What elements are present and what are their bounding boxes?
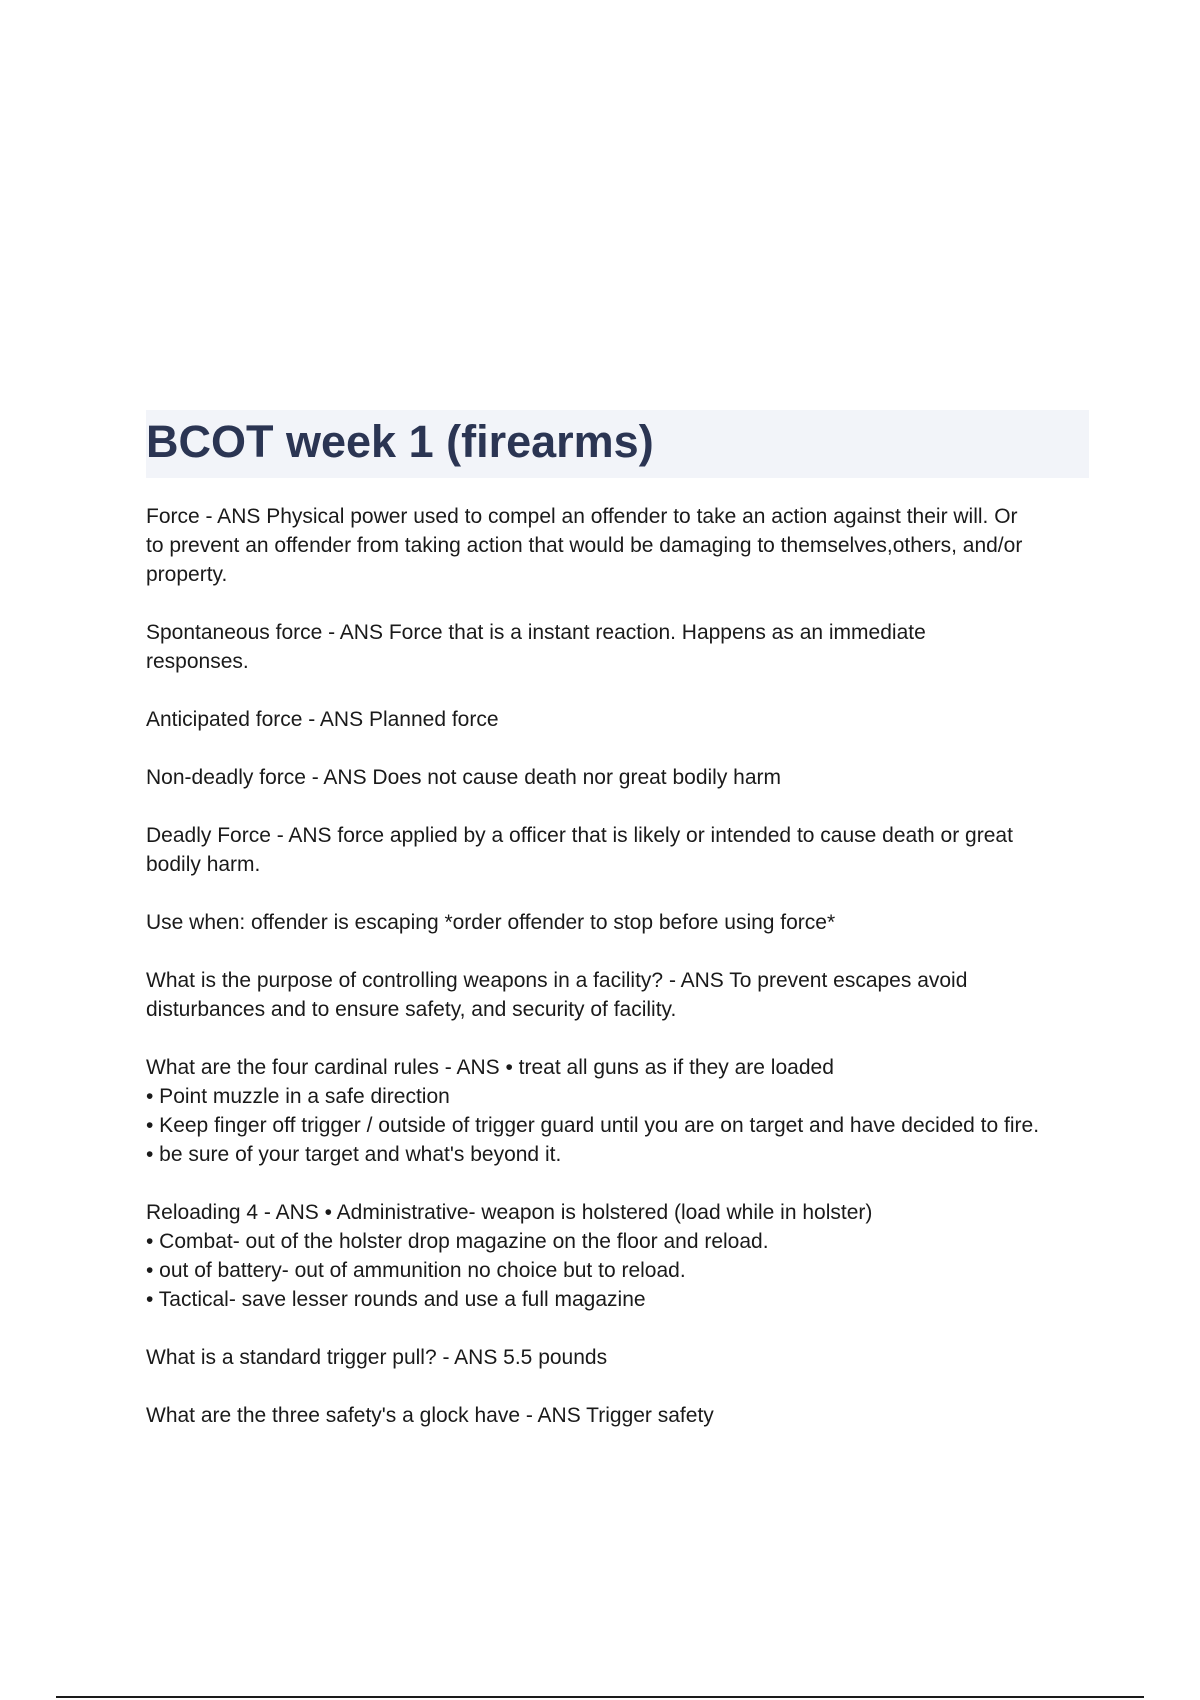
footer-divider [56, 1696, 1144, 1698]
entry-line: Reloading 4 - ANS • Administrative- weapon is holstered (load while in holster) [146, 1201, 873, 1224]
entry-force [146, 502, 1096, 589]
entry-line: • out of battery- out of ammunition no choice but to reload. [146, 1259, 686, 1282]
entry-glock-safeties [146, 1401, 1096, 1430]
entry-line: • Keep finger off trigger / outside of trigger guard until you are on target and have decided to fire. [146, 1114, 1040, 1137]
entry-line: to prevent an offender from taking action that would be damaging to themselves,others, and/or [146, 534, 1023, 557]
entry-deadly-force [146, 821, 1096, 879]
entry-line: Deadly Force - ANS force applied by a officer that is likely or intended to cause death or great [146, 824, 1013, 847]
entry-use-when [146, 908, 1096, 937]
entry-line: • Combat- out of the holster drop magazine on the floor and reload. [146, 1230, 769, 1253]
entry-non-deadly-force [146, 763, 1096, 792]
entry-line: What are the three safety's a glock have - ANS Trigger safety [146, 1404, 714, 1427]
entry-spontaneous-force [146, 618, 1096, 676]
title-band [146, 410, 1089, 478]
entry-line: What is the purpose of controlling weapons in a facility? - ANS To prevent escapes avoid [146, 969, 968, 992]
entry-line: responses. [146, 650, 249, 673]
entry-line: • be sure of your target and what's beyond it. [146, 1143, 562, 1166]
entry-line: property. [146, 563, 228, 586]
entry-trigger-pull [146, 1343, 1096, 1372]
entry-line: Force - ANS Physical power used to compel an offender to take an action against their will. Or [146, 505, 1018, 528]
entry-line: Anticipated force - ANS Planned force [146, 708, 499, 731]
entry-cardinal-rules [146, 1053, 1096, 1169]
entry-line: • Point muzzle in a safe direction [146, 1085, 450, 1108]
entry-line: • Tactical- save lesser rounds and use a full magazine [146, 1288, 646, 1311]
entry-line: What are the four cardinal rules - ANS • treat all guns as if they are loaded [146, 1056, 834, 1079]
page-title: BCOT week 1 (firearms) [146, 416, 654, 467]
entry-line: Non-deadly force - ANS Does not cause death nor great bodily harm [146, 766, 782, 789]
entry-reloading [146, 1198, 1096, 1314]
entry-line: bodily harm. [146, 853, 261, 876]
entry-line: disturbances and to ensure safety, and security of facility. [146, 998, 677, 1021]
entry-line: Spontaneous force - ANS Force that is a instant reaction. Happens as an immediate [146, 621, 926, 644]
entry-line: Use when: offender is escaping *order offender to stop before using force* [146, 911, 836, 934]
document-content [146, 502, 1096, 1459]
entry-controlling-weapons [146, 966, 1096, 1024]
entry-anticipated-force [146, 705, 1096, 734]
entry-line: What is a standard trigger pull? - ANS 5.5 pounds [146, 1346, 608, 1369]
